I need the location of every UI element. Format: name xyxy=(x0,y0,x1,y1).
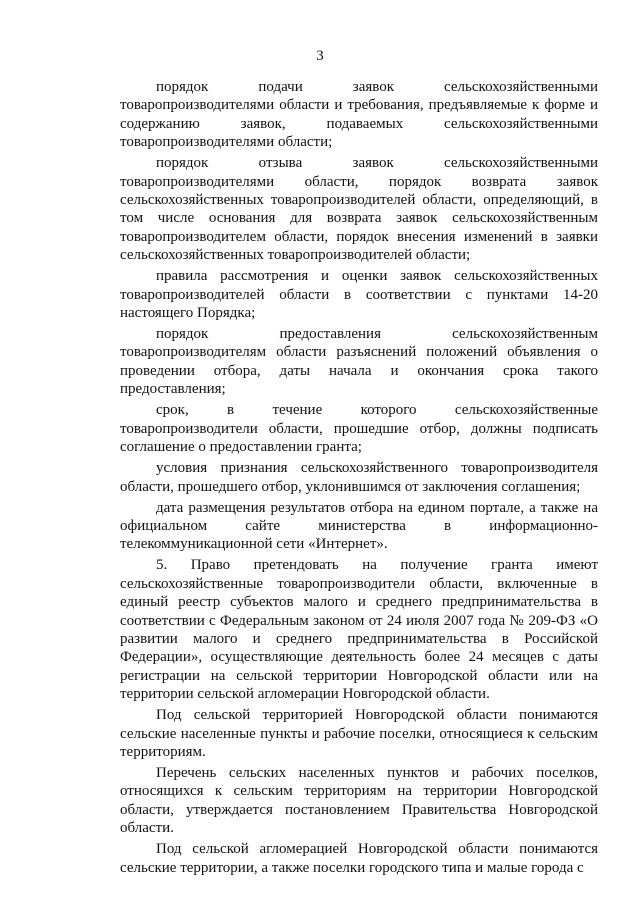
paragraph-signing-deadline: срок, в течение которого сельскохозяйственные товаропроизводители области, прошедшие отбор, должны подписать соглашение о предоставлении гранта; xyxy=(120,402,598,456)
paragraph-application-procedure: порядок подачи заявок сельскохозяйственными товаропроизводителями области и требования, предъявляемые к форме и содержанию заявок, подаваемых сельскохозяйственными товаропроизводителями области; xyxy=(120,79,598,151)
paragraph-review-rules: правила рассмотрения и оценки заявок сельскохозяйственных товаропроизводителей области в соответствии с пунктами 14-20 настоящего Порядка; xyxy=(120,268,598,322)
paragraph-evasion-conditions: условия признания сельскохозяйственного товаропроизводителя области, прошедшего отбор, уклонившимся от заключения соглашения; xyxy=(120,460,598,495)
document-body xyxy=(120,78,598,877)
page-number: 3 xyxy=(316,48,324,64)
paragraph-rural-territory: Под сельской территорией Новгородской области понимаются сельские населенные пункты и рабочие поселки, относящиеся к сельским территориям. xyxy=(120,707,598,760)
paragraph-clarifications: порядок предоставления сельскохозяйственным товаропроизводителям области разъяснений положений объявления о проведении отбора, даты начала и окончания срока такого предоставления; xyxy=(120,326,598,398)
paragraph-results-publication: дата размещения результатов отбора на едином портале, а также на официальном сайте министерства в информационно-телекоммуникационной сети «Интернет». xyxy=(120,499,598,553)
paragraph-settlement-list: Перечень сельских населенных пунктов и рабочих поселков, относящихся к сельским территориям на территории Новгородской области, утверждается постановлением Правительства Новгородской области. xyxy=(120,764,598,837)
paragraph-eligibility: 5. Право претендовать на получение гранта имеют сельскохозяйственные товаропроизводители области, включенные в единый реестр субъектов малого и среднего предпринимательства в соответствии с Федеральным законом от 24 июля 2007 года № 209-ФЗ «О развитии малого и среднего предпринимательства в Российской Федерации», осуществляющие деятельность более 24 месяцев с даты регистрации на сельской территории Новгородской области или на территории сельской агломерации Новгородской области. xyxy=(120,557,598,703)
paragraph-application-withdrawal: порядок отзыва заявок сельскохозяйственными товаропроизводителями области, порядок возврата заявок сельскохозяйственных товаропроизводителей области, определяющий, в том числе основания для возврата заявок сельскохозяйственным товаропроизводителем области, порядок внесения изменений в заявки сельскохозяйственных товаропроизводителей области; xyxy=(120,155,598,264)
paragraph-rural-agglomeration: Под сельской агломерацией Новгородской области понимаются сельские территории, а также поселки городского типа и малые города с xyxy=(120,841,598,876)
